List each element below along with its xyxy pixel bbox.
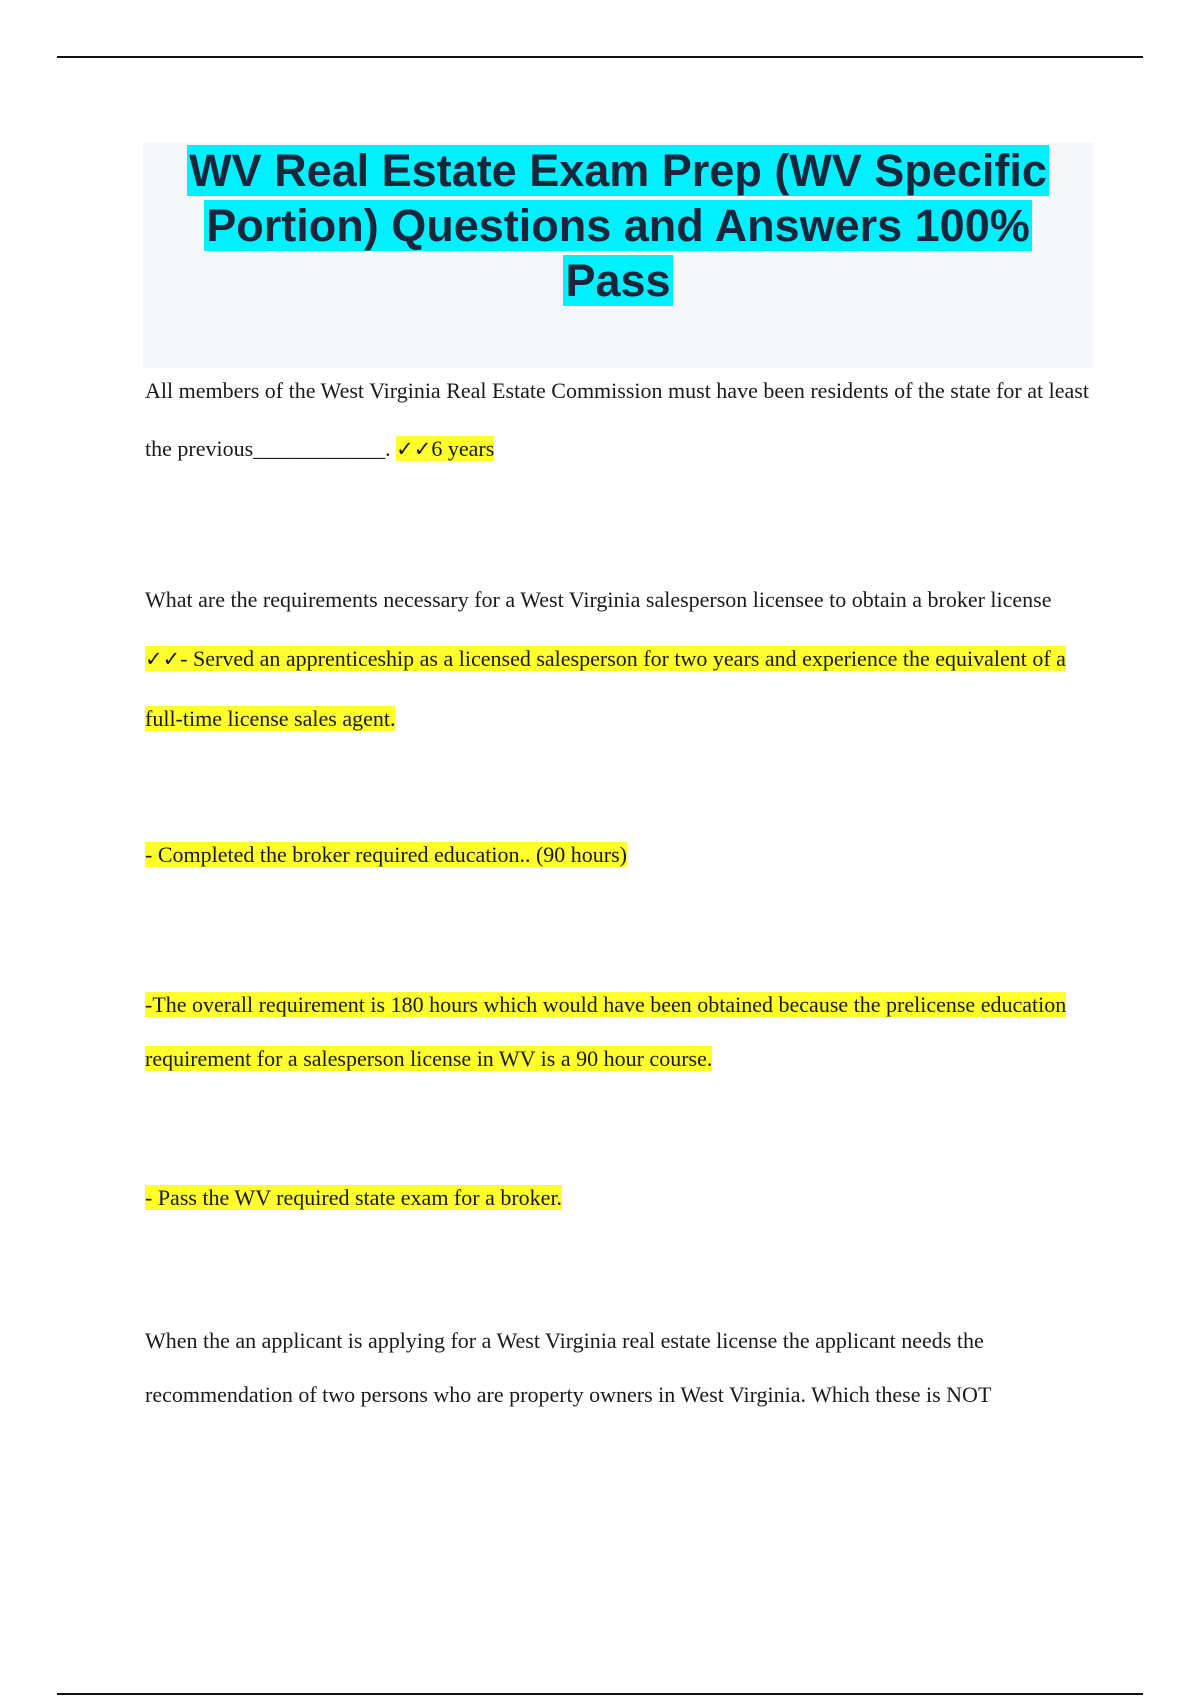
title-line-1: WV Real Estate Exam Prep (WV Specific — [189, 145, 1047, 196]
answer-item-3 — [145, 1183, 1090, 1213]
question-1-text: All members of the West Virginia Real Estate Commission must have been residents of the state for at least the previous____________. — [145, 378, 1089, 461]
question-2-text: What are the requirements necessary for a West Virginia salesperson licensee to obtain a broker license — [145, 587, 1052, 612]
answer-item-3-text: - Pass the WV required state exam for a broker. — [145, 1185, 563, 1210]
answer-item-1 — [145, 840, 1090, 870]
checkmark-icon: ✓✓ — [145, 647, 181, 671]
answer-1-text: 6 years — [431, 436, 495, 461]
answer-item-2-text: -The overall requirement is 180 hours which would have been obtained because the prelicense education requirement for a salesperson license in WV is a 90 hour course. — [145, 992, 1067, 1071]
question-1 — [145, 362, 1090, 478]
title-line-2: Portion) Questions and Answers 100% — [206, 200, 1030, 251]
question-3 — [145, 1314, 1090, 1422]
title-line-3: Pass — [565, 255, 671, 306]
checkmark-icon: ✓✓ — [396, 437, 432, 461]
top-rule — [57, 56, 1143, 58]
question-2 — [145, 570, 1090, 748]
answer-item-1-text: - Completed the broker required education.. (90 hours) — [145, 842, 628, 867]
answer-2-text: - Served an apprenticeship as a licensed salesperson for two years and experience the equivalent of a full-time license sales agent. — [145, 646, 1066, 731]
page-title — [143, 143, 1093, 308]
answer-item-2 — [145, 978, 1090, 1086]
bottom-rule — [57, 1693, 1143, 1695]
title-block — [143, 143, 1093, 368]
question-3-text: When the an applicant is applying for a West Virginia real estate license the applicant needs the recommendation of two persons who are property owners in West Virginia. Which these is NOT — [145, 1328, 992, 1407]
